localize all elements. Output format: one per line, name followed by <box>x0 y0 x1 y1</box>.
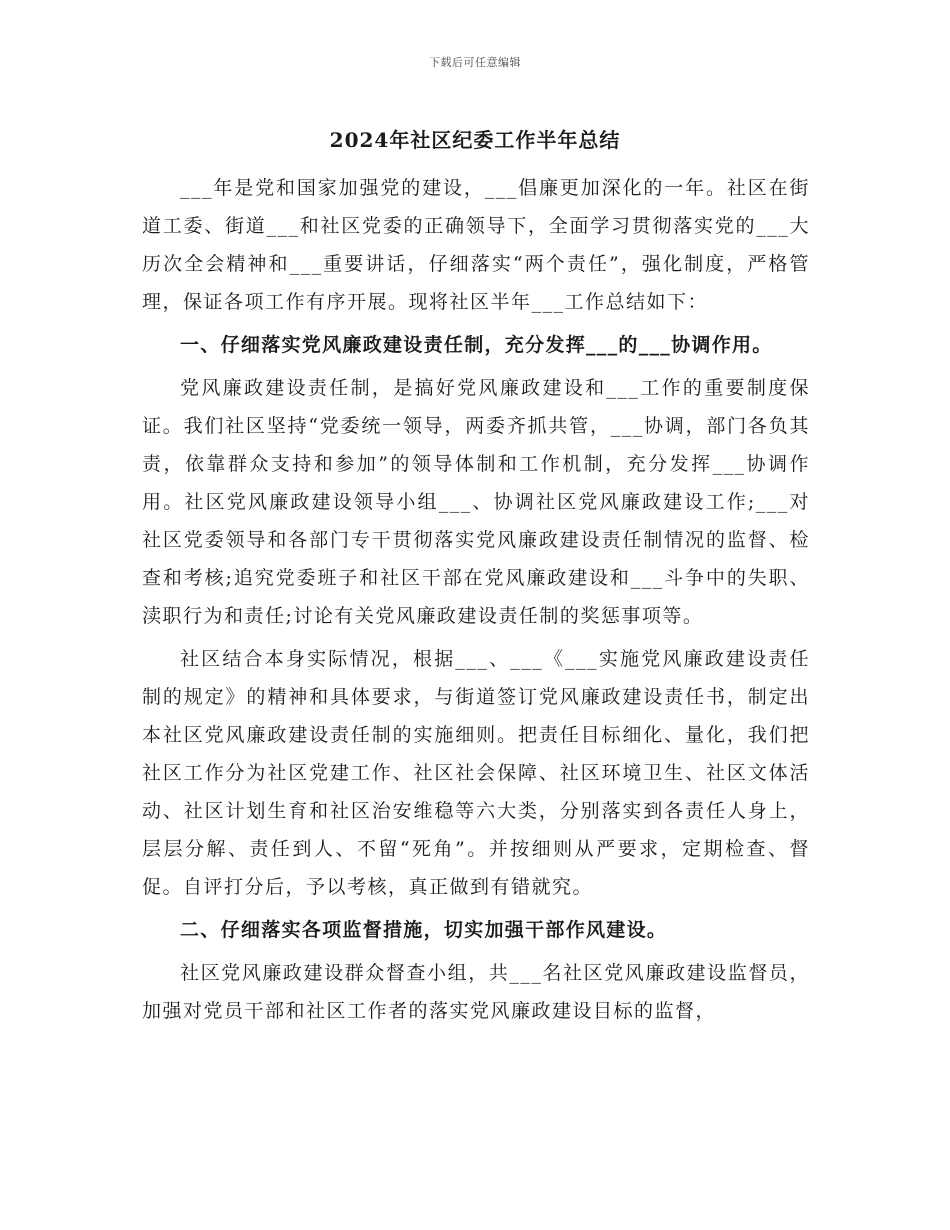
document-body <box>142 169 810 1030</box>
paragraph-intro: ___年是党和国家加强党的建设，___倡廉更加深化的一年。社区在街道工委、街道___和社区党委的正确领导下，全面学习贯彻落实党的___大历次全会精神和___重要讲话，仔细落实“两个责任”，强化制度，严格管理，保证各项工作有序开展。现将社区半年___工作总结如下： <box>142 177 810 313</box>
paragraph-responsibility-system: 党风廉政建设责任制，是搞好党风廉政建设和___工作的重要制度保证。我们社区坚持“党委统一领导，两委齐抓共管，___协调，部门各负其责，依靠群众支持和参加”的领导体制和工作机制，充分发挥___协调作用。社区党风廉政建设领导小组___、协调社区党风廉政建设工作;___对社区党委领导和各部门专干贯彻落实党风廉政建设责任制情况的监督、检查和考核;追究党委班子和社区干部在党风廉政建设和___斗争中的失职、渎职行为和责任;讨论有关党风廉政建设责任制的奖惩事项等。 <box>142 377 810 627</box>
header-note: 下载后可任意编辑 <box>429 56 521 69</box>
section-heading-2: 二、仔细落实各项监督措施，切实加强干部作风建设。 <box>180 919 668 941</box>
paragraph-implementation-rules: 社区结合本身实际情况，根据___、___《___实施党风廉政建设责任制的规定》的精神和具体要求，与街道签订党风廉政建设责任书，制定出本社区党风廉政建设责任制的实施细则。把责任目标细化、量化，我们把社区工作分为社区党建工作、社区社会保障、社区环境卫生、社区文体活动、社区计划生育和社区治安维稳等六大类，分别落实到各责任人身上，层层分解、责任到人、不留“死角”。并按细则从严要求，定期检查、督促。自评打分后，予以考核，真正做到有错就究。 <box>142 648 810 898</box>
document-title: 2024年社区纪委工作半年总结 <box>329 128 621 152</box>
section-heading-1: 一、仔细落实党风廉政建设责任制，充分发挥___的___协调作用。 <box>180 334 773 356</box>
paragraph-supervision: 社区党风廉政建设群众督查小组，共___名社区党风廉政建设监督员，加强对党员干部和社区工作者的落实党风廉政建设目标的监督， <box>142 962 810 1022</box>
